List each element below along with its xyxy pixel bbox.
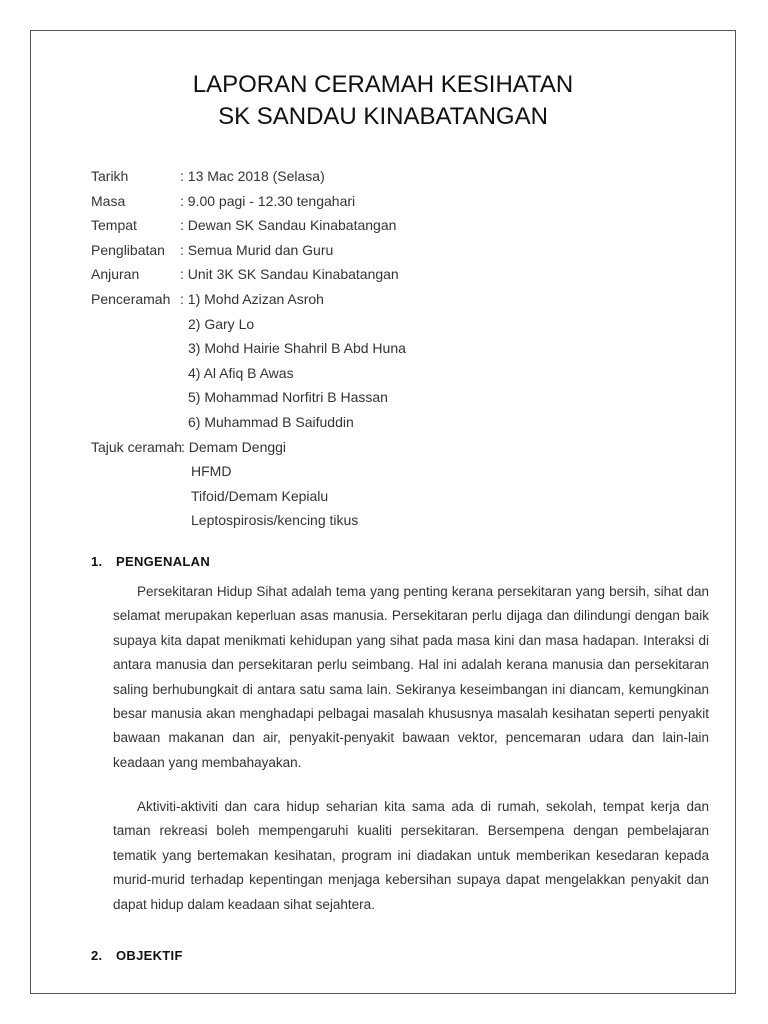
- paragraph-intro: Persekitaran Hidup Sihat adalah tema yang penting kerana persekitaran yang bersih, sihat dan selamat merupakan keperluan asas manusia. Persekitaran perlu dijaga dan dilindungi dengan baik supaya kita dapat menikmati kehidupan yang sihat pada masa kini dan masa hadapan. Interaksi di antara manusia dan persekitaran perlu seimbang. Hal ini adalah kerana manusia dan persekitaran saling berhubungkait di antara satu sama lain. Sekiranya keseimbangan ini diancam, kemungkinan besar manusia akan menghadapi pelbagai masalah khususnya masalah kesihatan seperti penyakit bawaan makanan dan air, penyakit-penyakit bawaan vektor, pencemaran udara dan lain-lain keadaan yang membahayakan.: [113, 584, 709, 770]
- info-value: : Unit 3K SK Sandau Kinabatangan: [180, 266, 399, 283]
- topic-item: HFMD: [191, 463, 232, 480]
- info-label: Tarikh: [91, 168, 129, 184]
- title-line-1: LAPORAN CERAMAH KESIHATAN: [192, 71, 574, 98]
- speaker-item: 4) Al Afiq B Awas: [188, 364, 294, 381]
- info-label: Tajuk ceramah: [91, 438, 183, 455]
- topic-item: : Demam Denggi: [181, 438, 287, 455]
- topic-item: Leptospirosis/kencing tikus: [191, 512, 359, 529]
- info-label: Anjuran: [91, 266, 140, 283]
- info-value: : Semua Murid dan Guru: [180, 241, 334, 258]
- info-value: : 13 Mac 2018 (Selasa): [180, 168, 325, 184]
- section-number: 2.: [91, 948, 103, 963]
- info-value: : Dewan SK Sandau Kinabatangan: [180, 217, 397, 234]
- speaker-item: 3) Mohd Hairie Shahril B Abd Huna: [188, 340, 406, 357]
- report-title: [31, 69, 735, 133]
- speaker-item: : 1) Mohd Azizan Asroh: [180, 290, 324, 307]
- document-page: [30, 30, 736, 994]
- info-label: Masa: [91, 192, 126, 209]
- topic-item: Tifoid/Demam Kepialu: [191, 487, 329, 504]
- info-label: Tempat: [91, 217, 137, 234]
- info-label: Penglibatan: [91, 241, 165, 258]
- section-title: OBJEKTIF: [116, 948, 183, 963]
- paragraph-activities: Aktiviti-aktiviti dan cara hidup seharian kita sama ada di rumah, sekolah, tempat kerja dan taman rekreasi boleh mempengaruhi kualiti persekitaran. Bersempena dengan pembelajaran tematik yang bertemakan kesihatan, program ini diadakan untuk memberikan kesedaran kepada murid-murid terhadap kepentingan menjaga kebersihan supaya dapat mengelakkan penyakit dan dapat hidup dalam keadaan sihat sejahtera.: [113, 799, 709, 912]
- speaker-item: 2) Gary Lo: [188, 315, 255, 332]
- section-title: PENGENALAN: [116, 554, 211, 569]
- speaker-item: 6) Muhammad B Saifuddin: [188, 413, 354, 430]
- section-number: 1.: [91, 554, 103, 569]
- info-value: : 9.00 pagi - 12.30 tengahari: [180, 192, 356, 209]
- info-label: Penceramah: [91, 290, 171, 307]
- speaker-item: 5) Mohammad Norfitri B Hassan: [188, 389, 388, 406]
- title-line-2: SK SANDAU KINABATANGAN: [218, 103, 548, 130]
